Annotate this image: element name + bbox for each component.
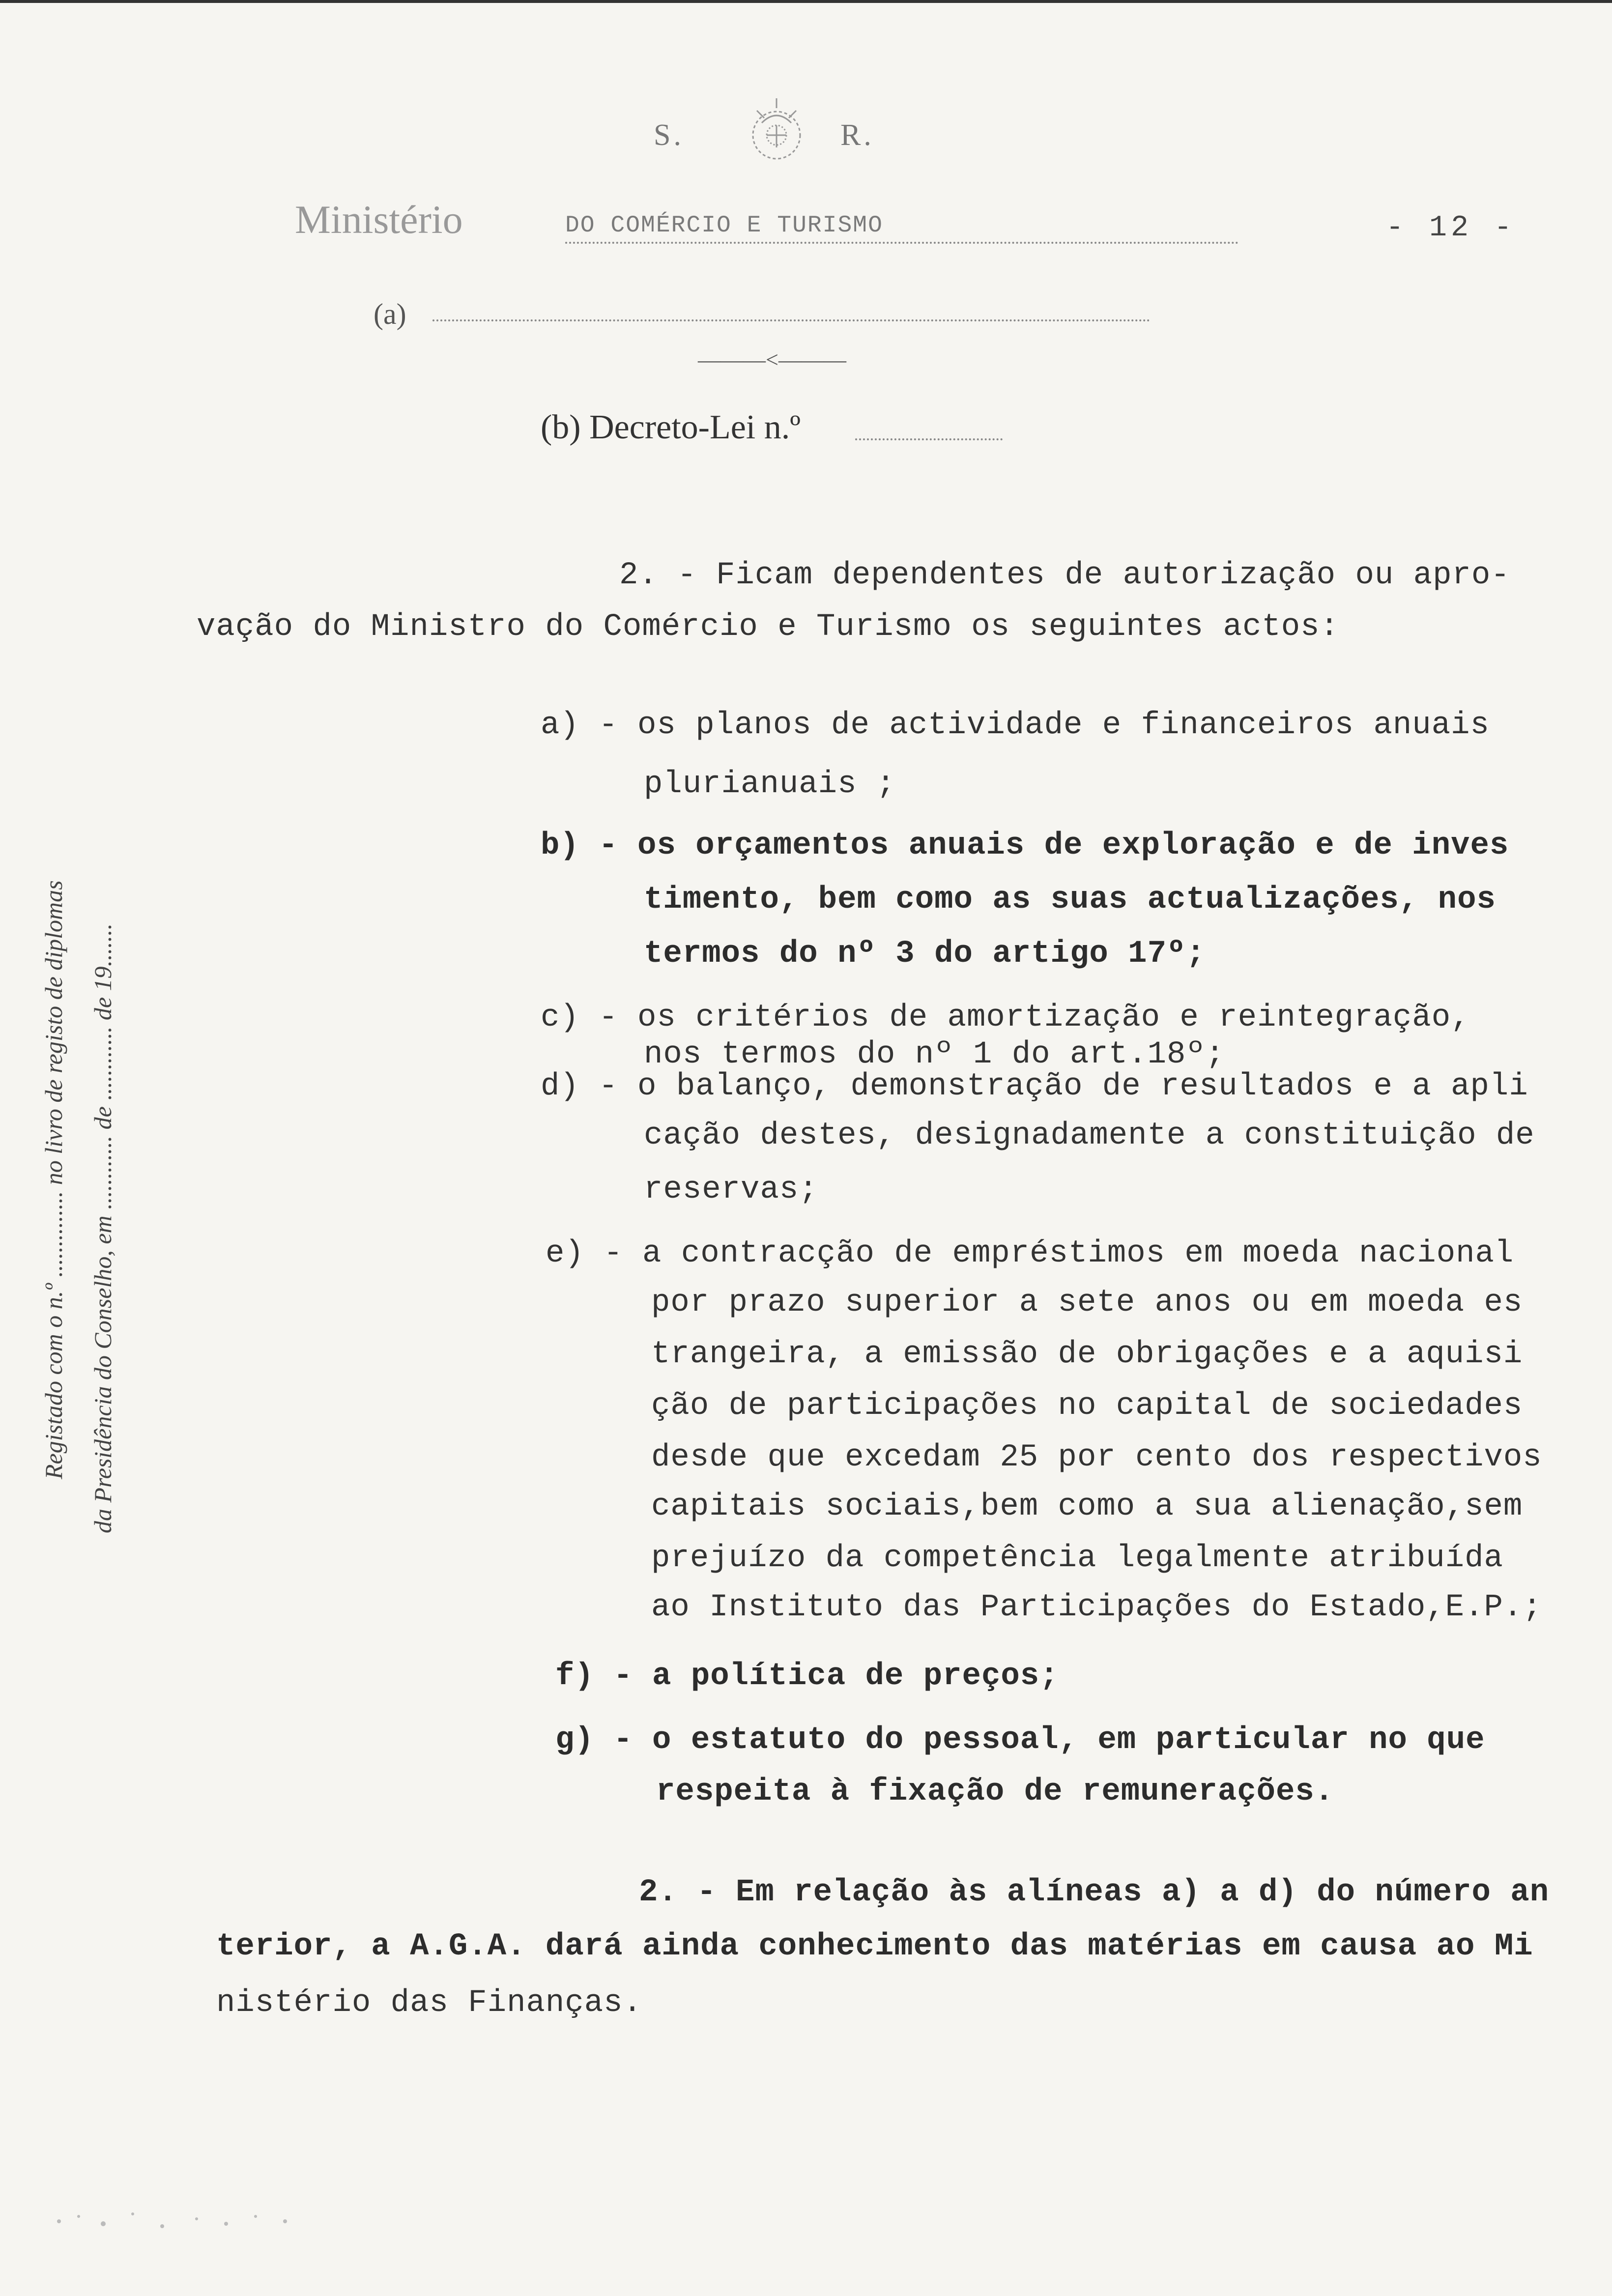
item-b-line1: b) - os orçamentos anuais de exploração e de inves xyxy=(541,828,1509,863)
ministry-typed-name: DO COMÉRCIO E TURISMO xyxy=(565,212,883,239)
scan-smudge xyxy=(49,2197,324,2241)
item-d-line1: d) - o balanço, demonstração de resultados e a apli xyxy=(541,1069,1528,1104)
margin-registration-line1: Registado com o n.º .............. no livro de registo de diplomas xyxy=(40,880,67,1479)
item-c-line1: c) - os critérios de amortização e reintegração, xyxy=(541,1000,1470,1035)
para2-line2: terior, a A.G.A. dará ainda conhecimento das matérias em causa ao Mi xyxy=(216,1929,1533,1964)
item-e-line8: ao Instituto das Participações do Estado,E.P.; xyxy=(651,1590,1542,1625)
para2-line1: 2. - Em relação às alíneas a) a d) do número an xyxy=(639,1875,1550,1910)
item-e-line7: prejuízo da competência legalmente atribuída xyxy=(651,1541,1503,1576)
item-e-line2: por prazo superior a sete anos ou em moeda es xyxy=(651,1285,1523,1320)
item-g-line2: respeita à fixação de remunerações. xyxy=(656,1774,1334,1809)
item-g-line1: g) - o estatuto do pessoal, em particular no que xyxy=(555,1722,1485,1758)
line-a-label: (a) xyxy=(374,298,406,330)
item-d-line2: cação destes, designadamente a constituição de xyxy=(644,1118,1535,1153)
line-a-dotted xyxy=(432,319,1150,321)
item-b-line2: timento, bem como as suas actualizações, nos xyxy=(644,882,1496,918)
decree-dotted-line xyxy=(855,438,1003,440)
para1-line2: vação do Ministro do Comércio e Turismo os seguintes actos: xyxy=(197,609,1339,645)
margin-registration-line2: da Presidência do Conselho, em ............ de ............ de 19....... xyxy=(89,923,116,1533)
letterhead-s-right: R. xyxy=(840,118,874,152)
item-b-line3: termos do nº 3 do artigo 17º; xyxy=(644,936,1206,972)
top-border xyxy=(0,0,1612,3)
coat-of-arms-icon xyxy=(732,88,821,177)
item-a-line1: a) - os planos de actividade e financeiros anuais xyxy=(541,708,1490,743)
item-e-line5: desde que excedam 25 por cento dos respectivos xyxy=(651,1440,1542,1475)
item-e-line6: capitais sociais,bem como a sua alienação,sem xyxy=(651,1489,1523,1524)
item-e-line3: trangeira, a emissão de obrigações e a aquisi xyxy=(651,1337,1523,1372)
item-f-line1: f) - a política de preços; xyxy=(555,1659,1059,1694)
item-d-line3: reservas; xyxy=(644,1172,818,1207)
ministry-name: Ministério xyxy=(295,197,463,242)
para2-line3: nistério das Finanças. xyxy=(216,1985,642,2021)
para1-line1: 2. - Ficam dependentes de autorização ou apro- xyxy=(619,558,1510,593)
decree-label: (b) Decreto-Lei n.º xyxy=(541,408,801,446)
ornament: ———<——— xyxy=(698,347,846,372)
item-e-line1: e) - a contracção de empréstimos em moeda nacional xyxy=(546,1236,1514,1271)
item-a-line2: plurianuais ; xyxy=(644,767,896,802)
page-number: - 12 - xyxy=(1386,211,1516,245)
item-c-line2: nos termos do nº 1 do art.18º; xyxy=(644,1037,1225,1072)
ministry-dotted-line xyxy=(565,242,1238,244)
letterhead-s-left: S. xyxy=(654,118,684,152)
item-e-line4: ção de participações no capital de sociedades xyxy=(651,1388,1523,1424)
